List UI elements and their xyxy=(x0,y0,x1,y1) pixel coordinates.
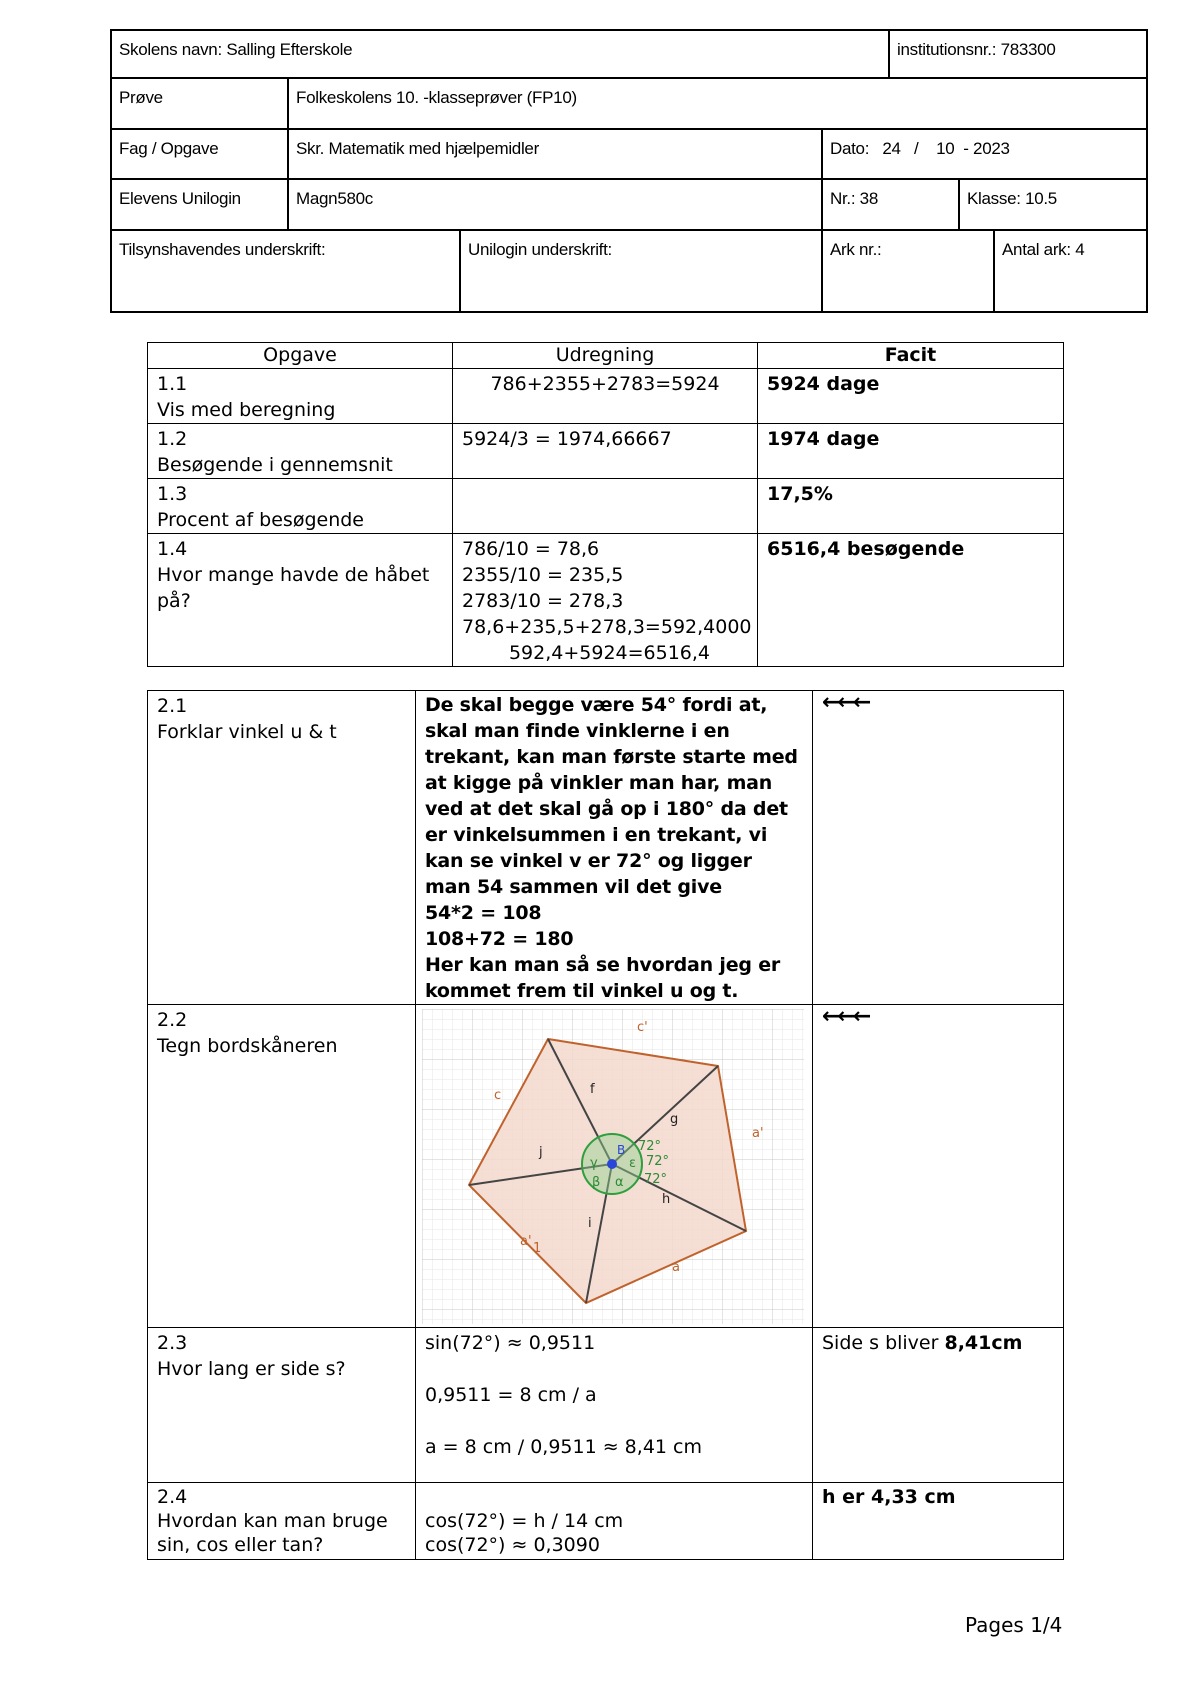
student-number: Nr.: 38 xyxy=(823,180,960,229)
calculation-line xyxy=(425,1485,803,1509)
task-number: 2.1 xyxy=(157,695,188,717)
side-label-a-prime-left: a' xyxy=(520,1234,532,1249)
school-name: Skolens navn: Salling Efterskole xyxy=(112,31,890,77)
explanation-cell xyxy=(416,691,813,1005)
task-number: 2.2 xyxy=(157,1009,188,1031)
unilogin-value: Magn580c xyxy=(289,180,823,229)
explanation-line: De skal begge være 54° fordi at, xyxy=(425,694,768,716)
task-row-1-2 xyxy=(148,424,1064,479)
task-row-2-4 xyxy=(148,1483,1064,1560)
spoke-label-h: h xyxy=(662,1192,671,1207)
calculation-line: 0,9511 = 8 cm / a xyxy=(425,1384,597,1406)
explanation-line: man 54 sammen vil det give xyxy=(425,876,722,898)
subject-value: Skr. Matematik med hjælpemidler xyxy=(289,130,823,178)
task-number: 1.2 xyxy=(157,428,188,450)
task-number: 1.3 xyxy=(157,483,188,505)
sheet-number-field: Ark nr.: xyxy=(823,231,995,311)
spoke-label-f: f xyxy=(590,1082,595,1097)
calculation-line: 5924/3 = 1974,66667 xyxy=(462,428,672,450)
answer-cell: 1974 dage xyxy=(758,424,1064,479)
answer-cell xyxy=(813,1005,1064,1328)
angle-label-3: 72° xyxy=(644,1172,668,1187)
side-label-a: a xyxy=(672,1260,680,1275)
angle-label-beta: β xyxy=(592,1175,601,1190)
task-cell xyxy=(148,1005,416,1328)
left-arrows-icon: ←←← xyxy=(822,1004,869,1029)
header-row-student xyxy=(112,180,1146,231)
task-cell xyxy=(148,424,453,479)
student-class: Klasse: 10.5 xyxy=(967,189,1057,208)
task-title: Vis med beregning xyxy=(157,399,336,421)
task-row-2-3 xyxy=(148,1328,1064,1483)
calculation-line: cos(72°) ≈ 0,3090 xyxy=(425,1534,600,1556)
task-number: 1.4 xyxy=(157,538,188,560)
task-row-1-1 xyxy=(148,369,1064,424)
calculation-line xyxy=(425,1356,803,1382)
calculation-cell xyxy=(453,479,758,534)
exam-value: Folkeskolens 10. -klasseprøver (FP10) xyxy=(296,88,577,107)
spoke-label-j: j xyxy=(539,1145,543,1160)
exam-date: Dato: 24 / 10 - 2023 xyxy=(830,139,1010,158)
task-cell xyxy=(148,534,453,667)
institution-number: institutionsnr.: 783300 xyxy=(897,40,1056,59)
exam-label: Prøve xyxy=(112,79,289,128)
calculation-line xyxy=(425,1408,803,1434)
explanation-line: kommet frem til vinkel u og t. xyxy=(425,980,739,1002)
column-header-answer: Facit xyxy=(758,343,1064,369)
task-row-2-2 xyxy=(148,1005,1064,1328)
calculation-line: 786+2355+2783=5924 xyxy=(490,373,720,395)
explanation-line: kan se vinkel v er 72° og ligger xyxy=(425,850,752,872)
answer-cell: 5924 dage xyxy=(758,369,1064,424)
side-label-c-prime: c' xyxy=(637,1020,648,1035)
task-cell xyxy=(148,1328,416,1483)
left-arrows-icon: ←←← xyxy=(822,690,869,715)
calculation-line: 2355/10 = 235,5 xyxy=(462,564,624,586)
calculation-line: 78,6+235,5+278,3=592,4000 xyxy=(462,616,752,638)
column-header-calculation: Udregning xyxy=(453,343,758,369)
task-title: Besøgende i gennemsnit xyxy=(157,454,393,476)
task-title: Forklar vinkel u & t xyxy=(157,721,337,743)
task-cell xyxy=(148,369,453,424)
task-cell xyxy=(148,1483,416,1560)
side-label-c: c xyxy=(494,1088,502,1103)
angle-label-b: B xyxy=(617,1143,626,1157)
pentagon-diagram xyxy=(422,1009,804,1324)
explanation-line: trekant, kan man første starte med xyxy=(425,746,798,768)
calculation-cell xyxy=(416,1483,813,1560)
header-row-signatures xyxy=(112,231,1146,311)
calculation-line: cos(72°) = h / 14 cm xyxy=(425,1510,624,1532)
diagram-cell xyxy=(416,1005,813,1328)
answer-cell: h er 4,33 cm xyxy=(813,1483,1064,1560)
column-header-task: Opgave xyxy=(148,343,453,369)
spoke-label-i: i xyxy=(588,1216,592,1231)
answer-cell: 6516,4 besøgende xyxy=(758,534,1064,667)
explanation-line: er vinkelsummen i en trekant, vi xyxy=(425,824,768,846)
header-row-subject xyxy=(112,130,1146,180)
explanation-line: ved at det skal gå op i 180° da det xyxy=(425,798,788,820)
unilogin-signature-field: Unilogin underskrift: xyxy=(461,231,823,311)
sheet-count-field: Antal ark: 4 xyxy=(1002,240,1085,259)
calculation-line: 2783/10 = 278,3 xyxy=(462,590,624,612)
task-table-1 xyxy=(147,342,1064,667)
calculation-cell xyxy=(416,1328,813,1483)
subject-label: Fag / Opgave xyxy=(112,130,289,178)
task-number: 2.3 xyxy=(157,1332,188,1354)
calculation-cell xyxy=(453,424,758,479)
supervisor-signature-field: Tilsynshavendes underskrift: xyxy=(112,231,461,311)
header-row-exam xyxy=(112,79,1146,130)
calculation-line: sin(72°) ≈ 0,9511 xyxy=(425,1332,596,1354)
task-number: 2.4 xyxy=(157,1486,188,1508)
explanation-line: Her kan man så se hvordan jeg er xyxy=(425,954,781,976)
side-label-one: 1 xyxy=(533,1241,542,1256)
spoke-label-g: g xyxy=(670,1112,679,1127)
task-title: Hvor lang er side s? xyxy=(157,1358,346,1380)
answer-prefix: Side s bliver xyxy=(822,1332,945,1354)
task-row-1-3 xyxy=(148,479,1064,534)
explanation-line: 54*2 = 108 xyxy=(425,902,542,924)
explanation-line: skal man finde vinklerne i en xyxy=(425,720,730,742)
task-cell xyxy=(148,479,453,534)
task-title: Tegn bordskåneren xyxy=(157,1035,338,1057)
angle-label-1: 72° xyxy=(638,1139,662,1154)
calculation-line: 786/10 = 78,6 xyxy=(462,538,600,560)
calculation-line: 592,4+5924=6516,4 xyxy=(508,642,711,664)
calculation-line: a = 8 cm / 0,9511 ≈ 8,41 cm xyxy=(425,1436,702,1458)
exam-header-form xyxy=(110,29,1148,313)
pentagon-construction-svg xyxy=(422,1009,804,1324)
task-title: Procent af besøgende xyxy=(157,509,364,531)
center-point-icon xyxy=(607,1159,617,1169)
answer-cell: 17,5% xyxy=(758,479,1064,534)
task-cell xyxy=(148,691,416,1005)
task-row-1-4 xyxy=(148,534,1064,667)
explanation-line: 108+72 = 180 xyxy=(425,928,574,950)
angle-label-alpha: α xyxy=(615,1175,624,1190)
answer-cell xyxy=(813,1328,1064,1483)
page-footer: Pages 1/4 xyxy=(965,1613,1063,1637)
angle-label-epsilon: ε xyxy=(629,1156,637,1171)
angle-label-2: 72° xyxy=(646,1154,670,1169)
calculation-cell xyxy=(453,534,758,667)
task-title: Hvordan kan man bruge sin, cos eller tan? xyxy=(157,1510,388,1556)
task-number: 1.1 xyxy=(157,373,188,395)
answer-cell xyxy=(813,691,1064,1005)
side-label-a-prime-right: a' xyxy=(752,1126,764,1141)
explanation-line: at kigge på vinkler man har, man xyxy=(425,772,773,794)
header-row-school xyxy=(112,31,1146,79)
task-table-2 xyxy=(147,690,1064,1560)
answer-value: 8,41cm xyxy=(944,1332,1023,1354)
unilogin-label: Elevens Unilogin xyxy=(112,180,289,229)
angle-label-gamma: γ xyxy=(590,1156,598,1171)
table-header-row xyxy=(148,343,1064,369)
task-title: Hvor mange havde de håbet på? xyxy=(157,564,430,612)
calculation-cell xyxy=(453,369,758,424)
task-row-2-1 xyxy=(148,691,1064,1005)
